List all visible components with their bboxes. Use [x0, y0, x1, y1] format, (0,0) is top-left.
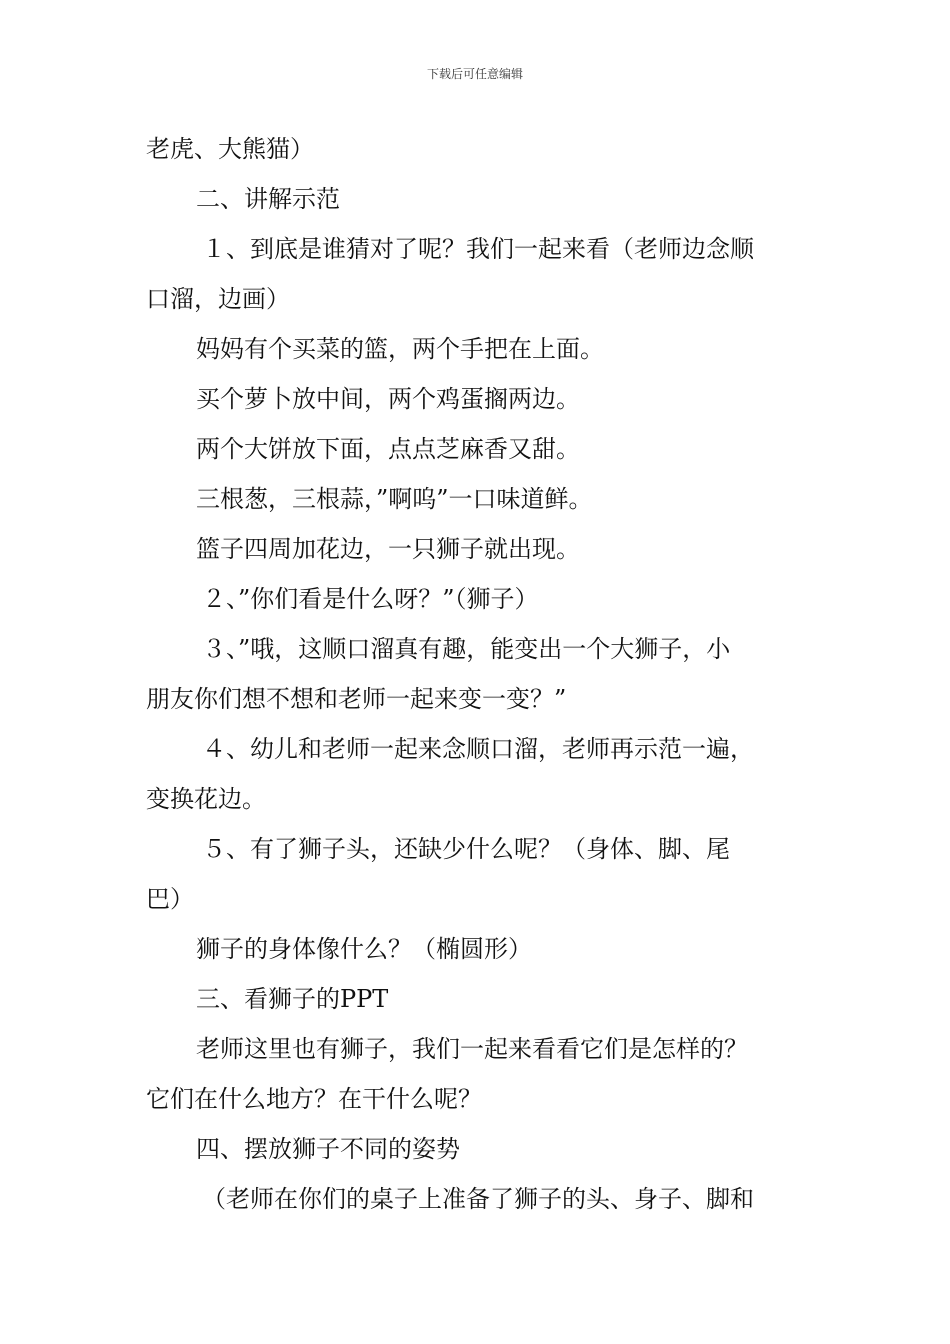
text-line: 三、看狮子的PPT — [196, 985, 389, 1013]
text-line: 老师这里也有狮子，我们一起来看看它们是怎样的？ — [196, 1035, 748, 1063]
text-line: 变换花边。 — [146, 785, 266, 813]
text-line: 三根葱，三根蒜，”啊呜”一口味道鲜。 — [196, 485, 593, 513]
text-line: １、到底是谁猜对了呢？我们一起来看（老师边念顺 — [202, 235, 754, 263]
text-line: 妈妈有个买菜的篮，两个手把在上面。 — [196, 335, 604, 363]
text-line: 它们在什么地方？在干什么呢？ — [146, 1085, 482, 1113]
text-line: ３、”哦，这顺口溜真有趣，能变出一个大狮子，小 — [202, 635, 731, 663]
text-line: 二、讲解示范 — [196, 185, 340, 213]
text-line: 买个萝卜放中间，两个鸡蛋搁两边。 — [196, 385, 580, 413]
text-line: 口溜，边画） — [146, 285, 290, 313]
text-line: ４、幼儿和老师一起来念顺口溜，老师再示范一遍， — [202, 735, 754, 763]
text-line: 狮子的身体像什么？（椭圆形） — [196, 935, 532, 963]
text-line: 两个大饼放下面，点点芝麻香又甜。 — [196, 435, 580, 463]
document-body — [146, 124, 810, 1224]
text-line: 老虎、大熊猫） — [146, 135, 314, 163]
text-line: （老师在你们的桌子上准备了狮子的头、身子、脚和 — [202, 1185, 754, 1213]
text-line: ５、有了狮子头，还缺少什么呢？（身体、脚、尾 — [202, 835, 730, 863]
text-line: 巴） — [146, 885, 194, 913]
text-line: 篮子四周加花边，一只狮子就出现。 — [196, 535, 580, 563]
text-line: 朋友你们想不想和老师一起来变一变？” — [146, 685, 567, 713]
page-header: 下载后可任意编辑 — [426, 67, 523, 81]
text-line: 四、摆放狮子不同的姿势 — [196, 1135, 460, 1163]
text-line: ２、”你们看是什么呀？”（狮子） — [202, 585, 539, 613]
